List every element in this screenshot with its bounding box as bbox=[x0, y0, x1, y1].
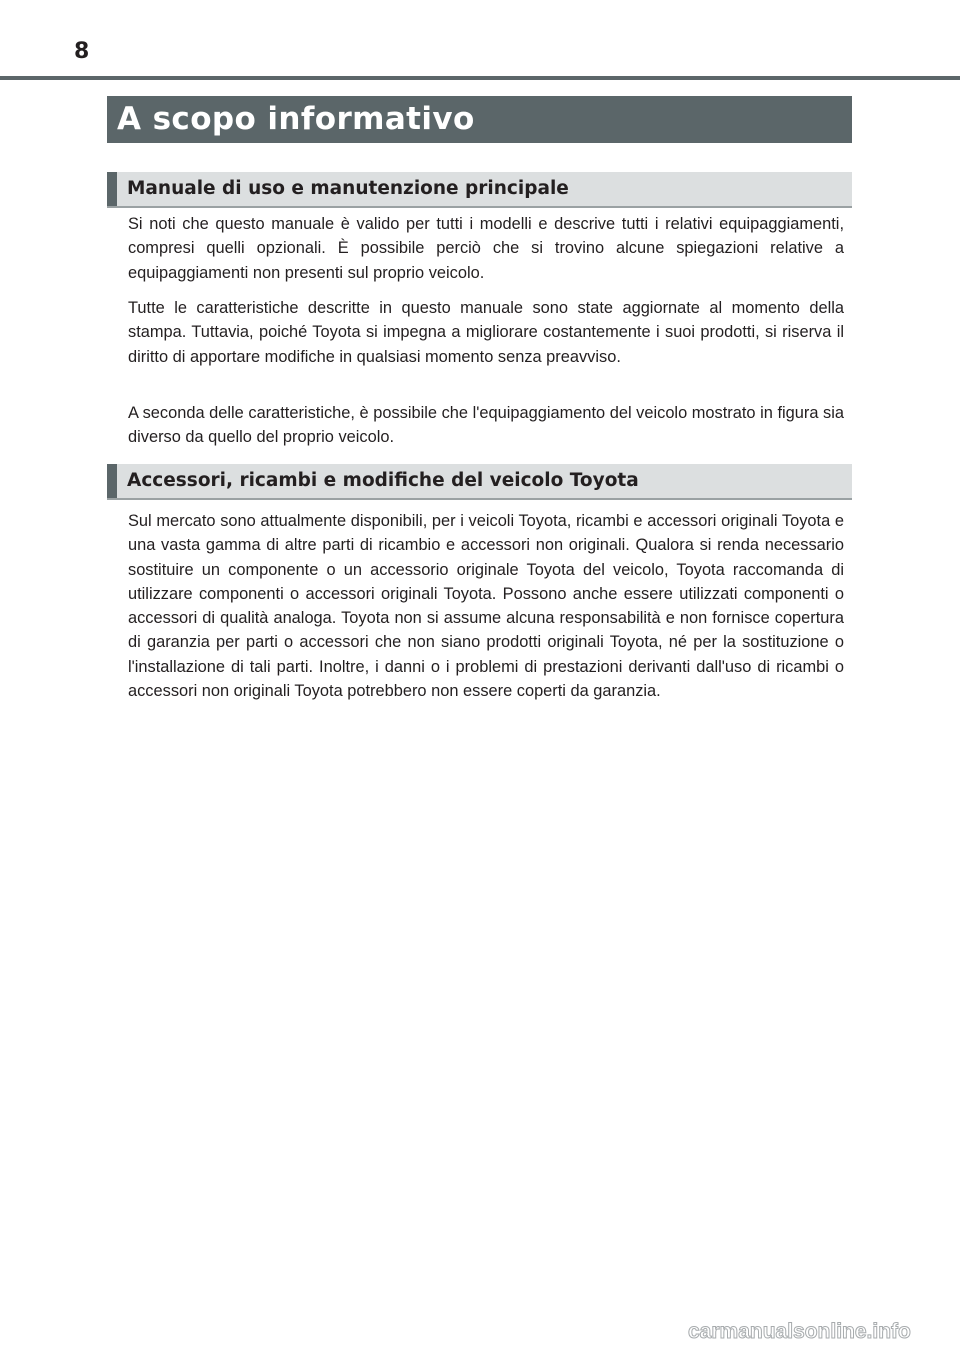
page-title-bar bbox=[107, 96, 852, 143]
header-rule bbox=[0, 76, 960, 80]
section-accent bbox=[107, 464, 117, 498]
paragraph: Tutte le caratteristiche descritte in questo manuale sono state aggiornate al momento della stampa. Tuttavia, poiché Toyota si impegna a migliorare costantemente i suoi prodotti, si riserva il diritto di apportare modifiche in qualsiasi momento senza preavviso. bbox=[128, 299, 844, 366]
section-title: Accessori, ricambi e modifiche del veicolo Toyota bbox=[127, 470, 639, 491]
section-title: Manuale di uso e manutenzione principale bbox=[127, 178, 569, 199]
paragraph: Sul mercato sono attualmente disponibili, per i veicoli Toyota, ricambi e accessori originali Toyota e una vasta gamma di altre parti di ricambio e accessori non originali. Qualora si renda necessario sostituire un componente o un accessorio originale Toyota del veicolo, Toyota raccomanda di utilizzare componenti o accessori originali Toyota. Possono anche essere utilizzati componenti o accessori di qualità analoga. Toyota non si assume alcuna responsabilità e non fornisce copertura di garanzia per parti o accessori che non siano prodotti originali Toyota, né per la sostituzione o l'installazione di tali parti. Inoltre, i danni o i problemi di prestazioni derivanti dall'uso di ricambi o accessori non originali Toyota potrebbero non essere coperti da garanzia. bbox=[128, 512, 844, 701]
paragraph: Si noti che questo manuale è valido per tutti i modelli e descrive tutti i relativi equipaggiamenti, compresi quelli opzionali. È possibile perciò che si trovino alcune spiegazioni relative a equipaggiamenti non presenti sul proprio veicolo. bbox=[128, 215, 844, 282]
section-accent bbox=[107, 172, 117, 206]
section-heading-accessories bbox=[107, 464, 852, 500]
watermark-text: carmanualsonline.info bbox=[688, 1320, 911, 1343]
page-title: A scopo informativo bbox=[117, 101, 475, 137]
page-number: 8 bbox=[74, 39, 90, 64]
watermark bbox=[688, 1316, 948, 1346]
paragraph: A seconda delle caratteristiche, è possibile che l'equipaggiamento del veicolo mostrato in figura sia diverso da quello del proprio veicolo. bbox=[128, 404, 844, 447]
section-heading-manual bbox=[107, 172, 852, 208]
